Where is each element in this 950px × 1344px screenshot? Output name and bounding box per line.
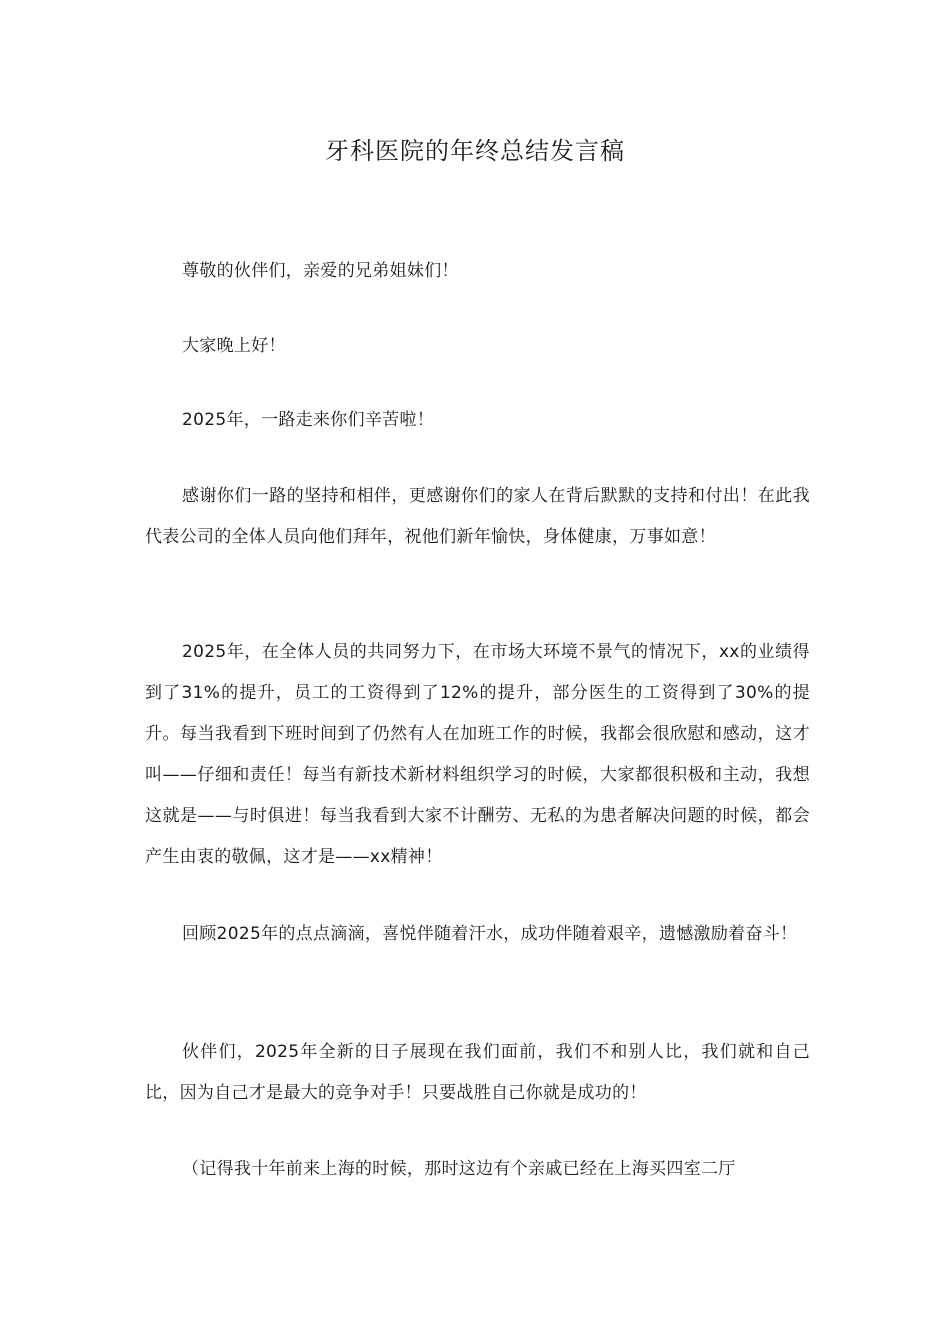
- document-title: 牙科医院的年终总结发言稿: [325, 137, 625, 165]
- paragraph-greeting: 尊敬的伙伴们，亲爱的兄弟姐妹们！: [182, 261, 459, 281]
- paragraph-thanks-families: 感谢你们一路的坚持和相伴，更感谢你们的家人在背后默默的支持和付出！在此我代表公司的全体人员向他们拜年，祝他们新年愉快，身体健康，万事如意！: [145, 486, 810, 547]
- paragraph-review: 回顾2025年的点点滴滴，喜悦伴随着汗水，成功伴随着艰辛，遗憾激励着奋斗！: [182, 924, 798, 944]
- paragraph-achievements: 2025年，在全体人员的共同努力下，在市场大环境不景气的情况下，xx的业绩得到了31%的提升，员工的工资得到了12%的提升，部分医生的工资得到了30%的提升。每当我看到下班时间到了仍然有人在加班工作的时候，我都会很欣慰和感动，这才叫——仔细和责任！每当有新技术新材料组织学习的时候，大家都很积极和主动，我想这就是——与时俱进！每当我看到大家不计酬劳、无私的为患者解决问题的时候，都会产生由衷的敬佩，这才是——xx精神！: [145, 642, 810, 867]
- paragraph-thanks-hard-work: 2025年，一路走来你们辛苦啦！: [182, 410, 435, 430]
- paragraph-good-evening: 大家晚上好！: [182, 336, 286, 356]
- paragraph-memory: （记得我十年前来上海的时候，那时这边有个亲戚已经在上海买四室二厅: [182, 1159, 736, 1179]
- paragraph-new-year: 伙伴们，2025年全新的日子展现在我们面前，我们不和别人比，我们就和自己比，因为自己才是最大的竞争对手！只要战胜自己你就是成功的！: [145, 1042, 810, 1103]
